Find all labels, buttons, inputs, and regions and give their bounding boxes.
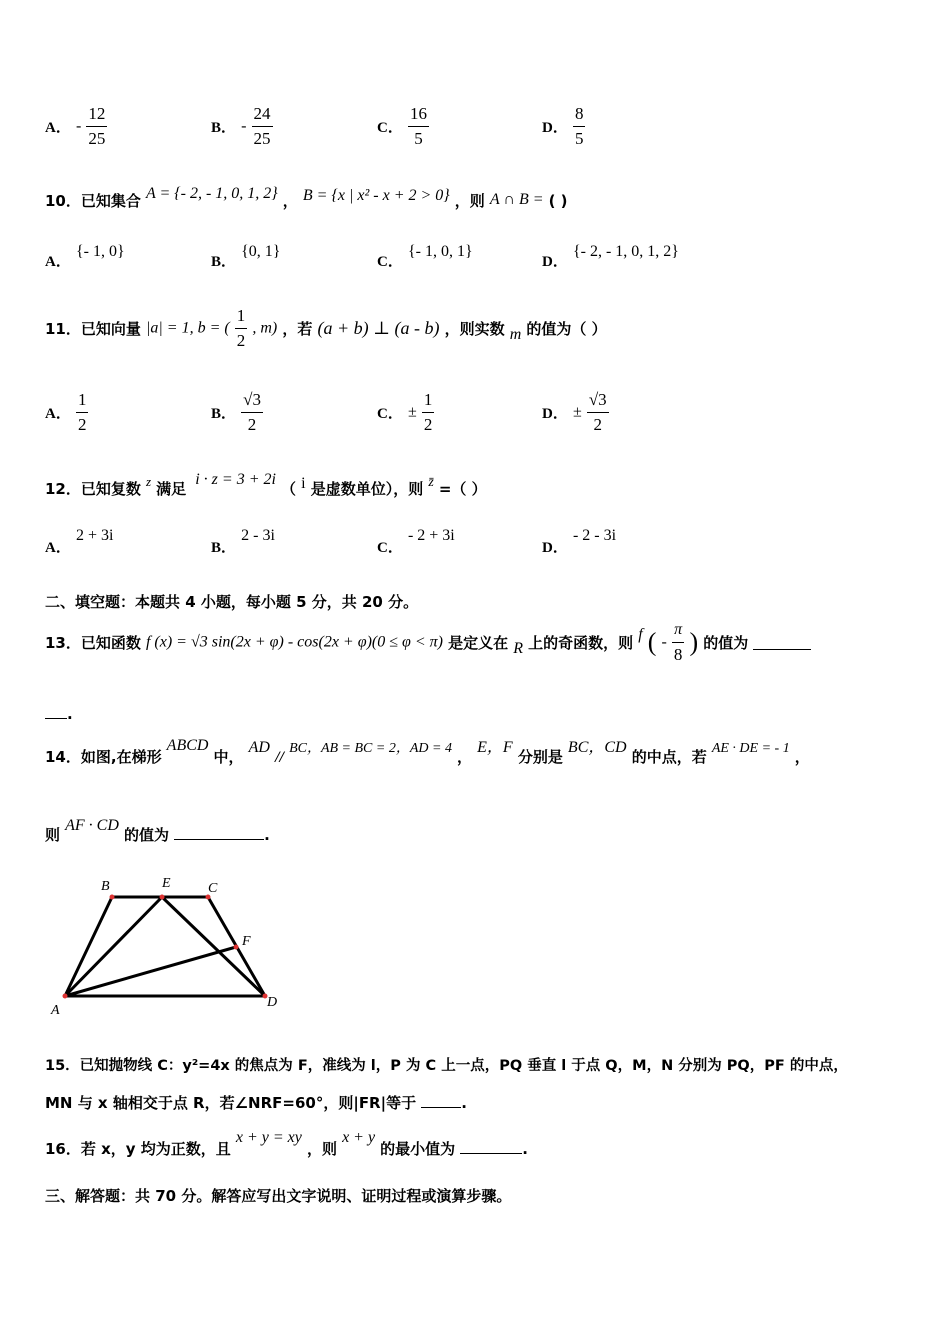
q14-stem (45, 737, 810, 767)
vector-given-tail: , m) (252, 319, 278, 337)
question-text: 12．已知复数 (45, 480, 141, 498)
option-label: B． (211, 540, 237, 556)
fraction-denominator: 5 (414, 129, 423, 148)
question-tail: . (461, 1094, 467, 1112)
q9-option-d[interactable] (542, 104, 585, 149)
q12-stem (45, 471, 487, 499)
q13-stem (45, 620, 811, 665)
q9-option-b[interactable] (211, 104, 273, 149)
option-fraction (573, 104, 586, 149)
label-point-d: D (267, 995, 278, 1010)
option-sign: ± (572, 403, 582, 421)
label-point-a: A (51, 1003, 60, 1018)
section-heading-solutions: 三、解答题：共 70 分。解答应写出文字说明、证明过程或演算步骤。 (45, 1187, 512, 1205)
minus-sign: - (661, 633, 667, 651)
paren-right: ) (689, 627, 699, 657)
option-label: C． (377, 406, 403, 422)
option-label: A． (45, 254, 71, 270)
variable-i: i (301, 475, 306, 492)
question-text: 分别是 (517, 748, 563, 766)
question-text: 的值为（ ） (526, 320, 607, 338)
option-fraction (408, 104, 429, 149)
question-text: ，则实数 (444, 320, 505, 338)
fraction-denominator: 8 (673, 645, 683, 664)
q11-stem (45, 306, 607, 351)
option-label: C． (377, 540, 403, 556)
option-value: - 2 + 3i (407, 527, 455, 544)
fraction-numerator: 1 (76, 390, 89, 413)
option-fraction (422, 390, 435, 435)
q11-option-d[interactable] (542, 390, 609, 435)
q11-option-c[interactable] (377, 390, 434, 435)
function-f: f (638, 625, 643, 643)
function-definition: f (x) = √3 sin(2x + φ) - cos(2x + φ)(0 ≤ φ < π) (145, 633, 443, 651)
question-text: ，若 (282, 320, 313, 338)
question-text: 10．已知集合 (45, 192, 141, 210)
fraction-denominator: 2 (236, 331, 246, 350)
perpendicular-condition: (a + b) ⊥ (a - b) (317, 318, 440, 338)
q11-option-b[interactable] (211, 390, 263, 435)
answer-blank[interactable] (174, 825, 264, 840)
q10-option-a[interactable] (45, 243, 125, 271)
option-label: B． (211, 406, 237, 422)
pi-over-eight (672, 620, 685, 665)
fraction-numerator: 1 (235, 306, 248, 329)
question-text: ，则 (306, 1140, 337, 1158)
question-text: 满足 (156, 480, 187, 498)
fraction-denominator: 2 (247, 415, 257, 434)
option-value: 2 + 3i (75, 527, 114, 544)
question-text: 则 (45, 826, 61, 844)
fraction-numerator: 12 (86, 104, 107, 127)
half-fraction (235, 306, 248, 351)
q14-ask (45, 817, 270, 845)
question-text: ， (457, 748, 473, 766)
option-value: {- 1, 0, 1} (407, 243, 473, 260)
question-text: 的最小值为 (380, 1140, 456, 1158)
option-fraction (241, 390, 263, 435)
q15-line2: MN 与 x 轴相交于点 R，若∠NRF=60°，则|FR|等于 (45, 1094, 417, 1112)
question-tail: . (522, 1140, 528, 1158)
option-label: A． (45, 120, 71, 136)
fraction-denominator: 2 (593, 415, 602, 434)
question-text: ， (282, 192, 298, 210)
set-a: A = {- 2, - 1, 0, 1, 2} (145, 185, 278, 202)
q12-option-b[interactable] (211, 527, 275, 557)
trapezoid-name: ABCD (166, 737, 209, 754)
q11-option-a[interactable] (45, 390, 88, 435)
paren-left: ( (647, 627, 657, 657)
intersection-expr: A ∩ B = (489, 191, 544, 208)
trapezoid-figure (40, 868, 290, 1020)
option-sign: ± (407, 403, 417, 421)
q12-option-d[interactable] (542, 527, 617, 557)
q9-option-a[interactable] (45, 104, 107, 149)
answer-blank-continued[interactable] (45, 704, 67, 719)
fraction-denominator: 2 (423, 415, 433, 434)
question-text: 的中点，若 (631, 748, 707, 766)
label-point-e: E (162, 876, 171, 891)
answer-blank[interactable] (753, 635, 811, 650)
dot-product-condition: AE · DE = - 1 (711, 741, 790, 756)
option-value: - 2 - 3i (572, 527, 617, 544)
section-heading-fill-in: 二、填空题：本题共 4 小题，每小题 5 分，共 20 分。 (45, 593, 419, 611)
question-text: ， (794, 748, 810, 766)
answer-blank[interactable] (421, 1093, 461, 1108)
option-fraction (252, 104, 273, 149)
option-label: D． (542, 406, 568, 422)
option-sign: - (241, 117, 247, 135)
option-label: A． (45, 406, 71, 422)
option-value: {- 1, 0} (75, 243, 125, 260)
question-text: 的值为 (123, 826, 169, 844)
option-fraction (587, 390, 609, 435)
trapezoid-conditions: BC，AB = BC = 2，AD = 4 (289, 741, 452, 756)
label-point-b: B (101, 879, 110, 894)
option-label: B． (211, 254, 237, 270)
option-fraction (86, 104, 107, 149)
q15-line2-wrap (45, 1092, 467, 1113)
q13-blank-continuation (45, 704, 73, 723)
variable-R: R (513, 639, 523, 657)
fraction-numerator: 1 (422, 390, 435, 413)
question-text: =（ ） (438, 480, 487, 498)
fraction-numerator: π (672, 620, 684, 643)
q16-stem (45, 1129, 528, 1159)
question-text: 14．如图,在梯形 (45, 748, 162, 766)
segments-bc-cd: BC，CD (567, 739, 627, 756)
question-tail: . (264, 826, 270, 844)
question-tail: . (67, 705, 73, 723)
fraction-numerator: √3 (587, 390, 609, 413)
label-point-c: C (208, 881, 218, 896)
target-expression: x + y (342, 1129, 376, 1146)
dot-product-ask: AF · CD (65, 817, 119, 834)
q10-option-b[interactable] (211, 243, 281, 271)
answer-blank[interactable] (460, 1139, 522, 1154)
option-label: D． (542, 120, 568, 136)
option-sign: - (75, 117, 82, 135)
question-text: 中， (213, 748, 244, 766)
option-label: D． (542, 540, 568, 556)
option-label: C． (377, 120, 403, 136)
question-text: 11．已知向量 (45, 320, 141, 338)
question-text: 13．已知函数 (45, 634, 141, 652)
variable-m: m (509, 325, 522, 343)
option-label: A． (45, 540, 71, 556)
q15-line1: 15．已知抛物线 C：y²=4x 的焦点为 F，准线为 l，P 为 C 上一点，PQ 垂直 l 于点 Q，M，N 分别为 PQ，PF 的中点， (45, 1058, 848, 1074)
question-text: 的值为 (703, 634, 749, 652)
fraction-numerator: 8 (573, 104, 586, 127)
option-label: B． (211, 120, 237, 136)
variable-z: z (145, 474, 152, 489)
option-fraction (76, 390, 89, 435)
condition-equation: x + y = xy (235, 1129, 302, 1146)
fraction-denominator: 2 (77, 415, 87, 434)
question-text: 是虚数单位），则 (310, 480, 424, 498)
q10-stem (45, 185, 568, 211)
question-text: （ (281, 480, 297, 498)
fraction-denominator: 5 (574, 129, 584, 148)
fraction-numerator: 16 (408, 104, 429, 127)
q10-option-d[interactable] (542, 243, 679, 271)
segment-ad: AD (248, 739, 270, 756)
q9-option-c[interactable] (377, 104, 429, 149)
option-label: D． (542, 254, 568, 270)
parallel-sign: // (275, 749, 284, 766)
fraction-numerator: √3 (241, 390, 263, 413)
question-text: 上的奇函数，则 (528, 634, 634, 652)
answer-paren: ( ) (548, 192, 568, 210)
option-value: {0, 1} (241, 243, 281, 260)
question-text: ，则 (454, 192, 485, 210)
option-value: {- 2, - 1, 0, 1, 2} (572, 243, 679, 260)
fraction-numerator: 24 (252, 104, 273, 127)
option-label: C． (377, 254, 403, 270)
question-text: 16．若 x，y 均为正数，且 (45, 1140, 231, 1158)
z-conjugate: z̄ (428, 475, 434, 490)
fraction-denominator: 25 (253, 129, 271, 148)
q12-option-a[interactable] (45, 527, 114, 557)
label-point-f: F (242, 934, 251, 949)
complex-equation: i · z = 3 + 2i (195, 471, 276, 488)
points-ef: E，F (477, 739, 513, 756)
set-b: B = {x | x² - x + 2 > 0} (302, 187, 450, 204)
q12-option-c[interactable] (377, 527, 455, 557)
vector-given: |a| = 1, b = ( (145, 319, 230, 337)
option-value: 2 - 3i (241, 527, 275, 544)
question-text: 是定义在 (448, 634, 509, 652)
fraction-denominator: 25 (88, 129, 106, 148)
q10-option-c[interactable] (377, 243, 473, 271)
